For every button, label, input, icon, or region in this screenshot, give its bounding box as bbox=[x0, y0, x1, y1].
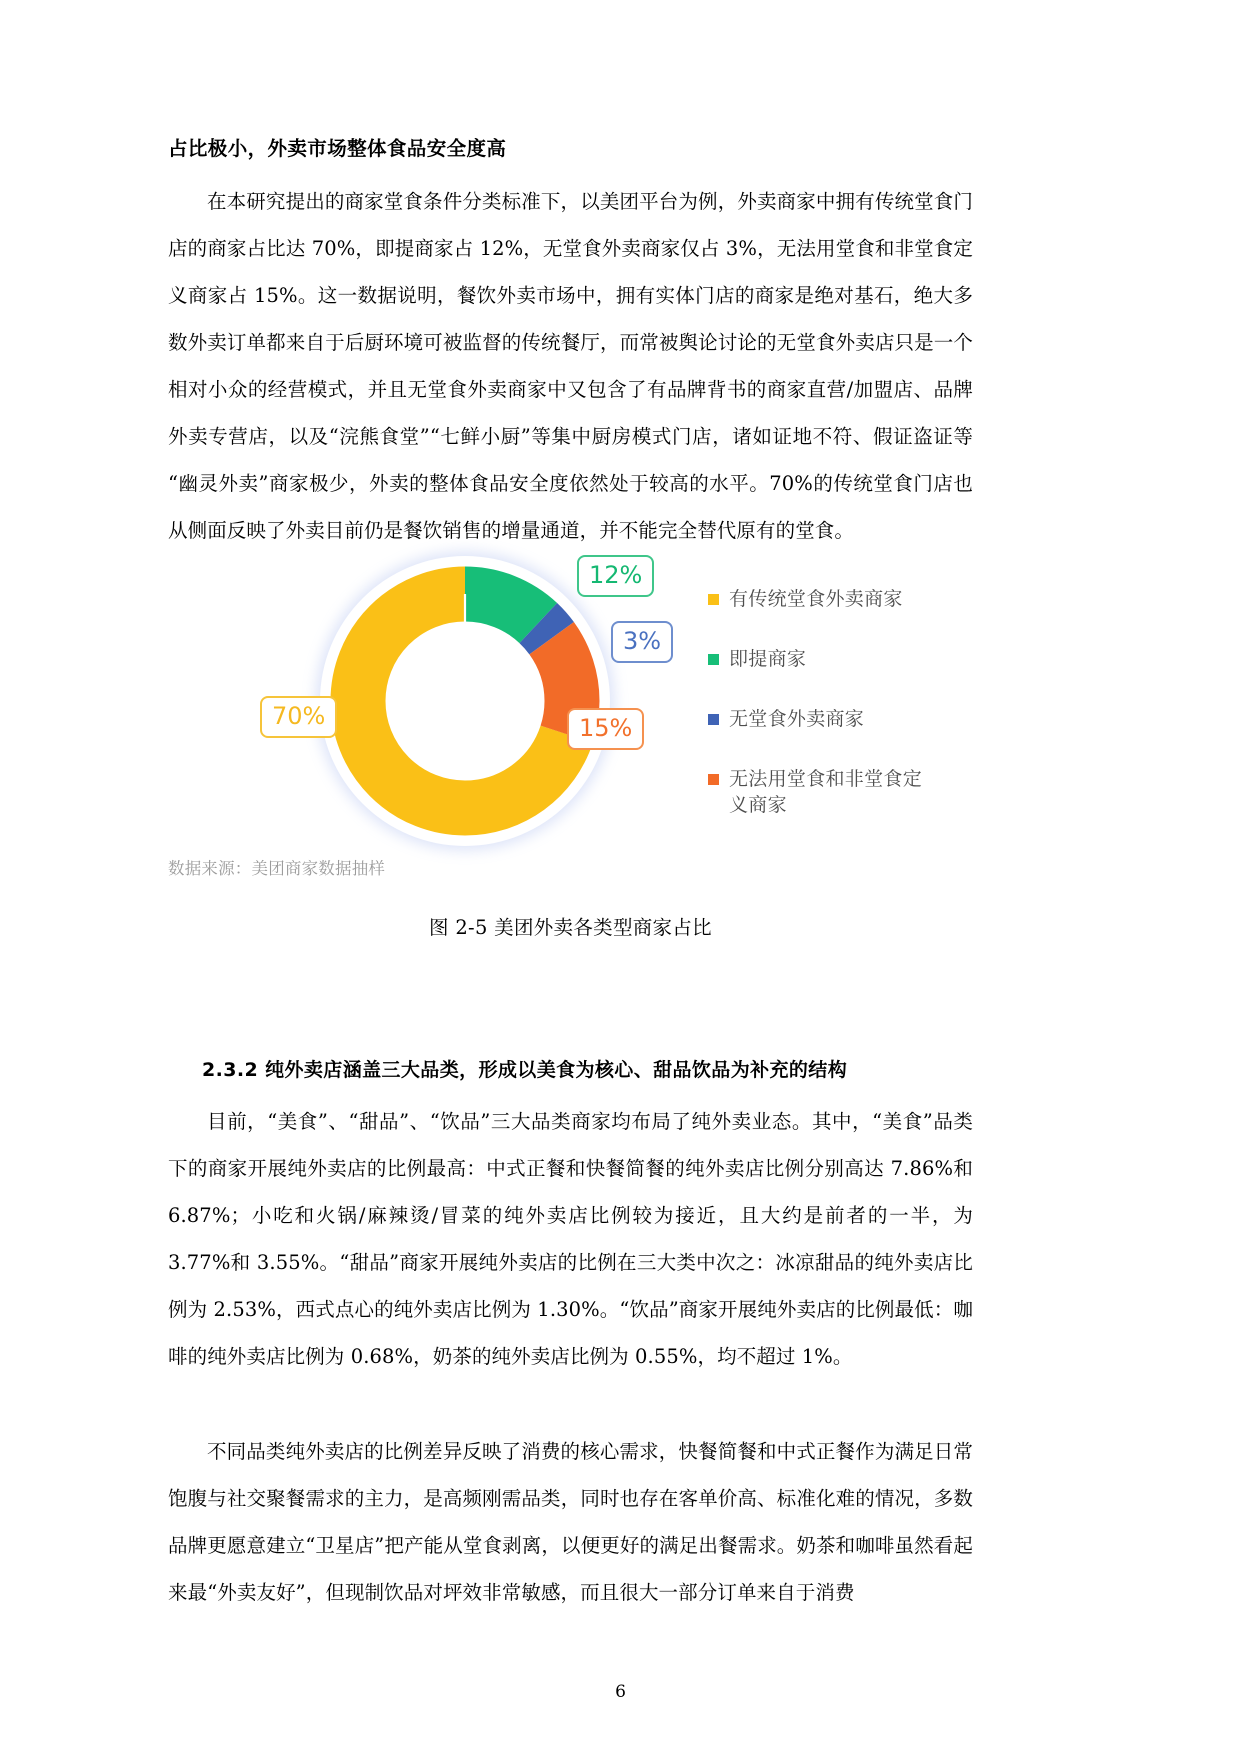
paragraph-category-breakdown: 目前，“美食”、“甜品”、“饮品”三大品类商家均布局了纯外卖业态。其中，“美食”品类下的商家开展纯外卖店的比例最高：中式正餐和快餐简餐的纯外卖店比例分别高达 7.86%和 6.87%；小吃和火锅/麻辣烫/冒菜的纯外卖店比例较为接近，且大约是前者的一半，为 3.77%和 3.55%。“甜品”商家开展纯外卖店的比例在三大类中次之：冰凉甜品的纯外卖店比例为 2.53%，西式点心的纯外卖店比例为 1.30%。“饮品”商家开展纯外卖店的比例最低：咖啡的纯外卖店比例为 0.68%，奶茶的纯外卖店比例为 0.55%，均不超过 1%。 bbox=[168, 1110, 973, 1368]
chart-legend bbox=[708, 586, 973, 818]
legend-label-traditional: 有传统堂食外卖商家 bbox=[729, 588, 903, 610]
legend-label-instant: 即提商家 bbox=[729, 648, 807, 670]
legend-swatch-icon-undefined bbox=[708, 774, 719, 785]
paragraph-market-share: 在本研究提出的商家堂食条件分类标准下，以美团平台为例，外卖商家中拥有传统堂食门店的商家占比达 70%，即提商家占 12%，无堂食外卖商家仅占 3%，无法用堂食和非堂食定义商家占 15%。这一数据说明，餐饮外卖市场中，拥有实体门店的商家是绝对基石，绝大多数外卖订单都来自于后厨环境可被监督的传统餐厅，而常被舆论讨论的无堂食外卖店只是一个相对小众的经营模式，并且无堂食外卖商家中又包含了有品牌背书的商家直营/加盟店、品牌外卖专营店，以及“浣熊食堂”“七鲜小厨”等集中厨房模式门店，诸如证地不符、假证盗证等“幽灵外卖”商家极少，外卖的整体食品安全度依然处于较高的水平。70%的传统堂食门店也从侧面反映了外卖目前仍是餐饮销售的增量通道，并不能完全替代原有的堂食。 bbox=[168, 190, 973, 542]
legend-swatch-icon-traditional bbox=[708, 594, 719, 605]
callout-undefined-percent: 15% bbox=[567, 708, 644, 750]
page-number: 6 bbox=[615, 1682, 626, 1702]
legend-item-traditional bbox=[708, 586, 973, 612]
section-heading-2-3-2: 2.3.2 纯外卖店涵盖三大品类，形成以美食为核心、甜品饮品为补充的结构 bbox=[202, 1059, 848, 1081]
section-heading-top: 占比极小，外卖市场整体食品安全度高 bbox=[168, 137, 507, 160]
callout-no-dinein-percent: 3% bbox=[611, 621, 673, 663]
donut-chart-svg bbox=[320, 556, 610, 846]
figure-2-5 bbox=[168, 548, 973, 858]
legend-item-undefined bbox=[708, 766, 973, 818]
figure-source-note: 数据来源：美团商家数据抽样 bbox=[168, 859, 386, 878]
legend-swatch-icon-no-dinein bbox=[708, 714, 719, 725]
callout-traditional-percent: 70% bbox=[260, 696, 337, 738]
legend-label-undefined: 无法用堂食和非堂食定义商家 bbox=[729, 768, 923, 816]
figure-caption: 图 2-5 美团外卖各类型商家占比 bbox=[429, 916, 712, 939]
paragraph-demand-analysis: 不同品类纯外卖店的比例差异反映了消费的核心需求，快餐简餐和中式正餐作为满足日常饱腹与社交聚餐需求的主力，是高频刚需品类，同时也存在客单价高、标准化难的情况，多数品牌更愿意建立“卫星店”把产能从堂食剥离，以便更好的满足出餐需求。奶茶和咖啡虽然看起来最“外卖友好”，但现制饮品对坪效非常敏感，而且很大一部分订单来自于消费 bbox=[168, 1440, 973, 1604]
donut-chart bbox=[320, 556, 610, 846]
callout-instant-percent: 12% bbox=[577, 555, 654, 597]
legend-label-no-dinein: 无堂食外卖商家 bbox=[729, 708, 865, 730]
legend-item-instant bbox=[708, 646, 973, 672]
legend-swatch-icon-instant bbox=[708, 654, 719, 665]
legend-item-no-dinein bbox=[708, 706, 973, 732]
